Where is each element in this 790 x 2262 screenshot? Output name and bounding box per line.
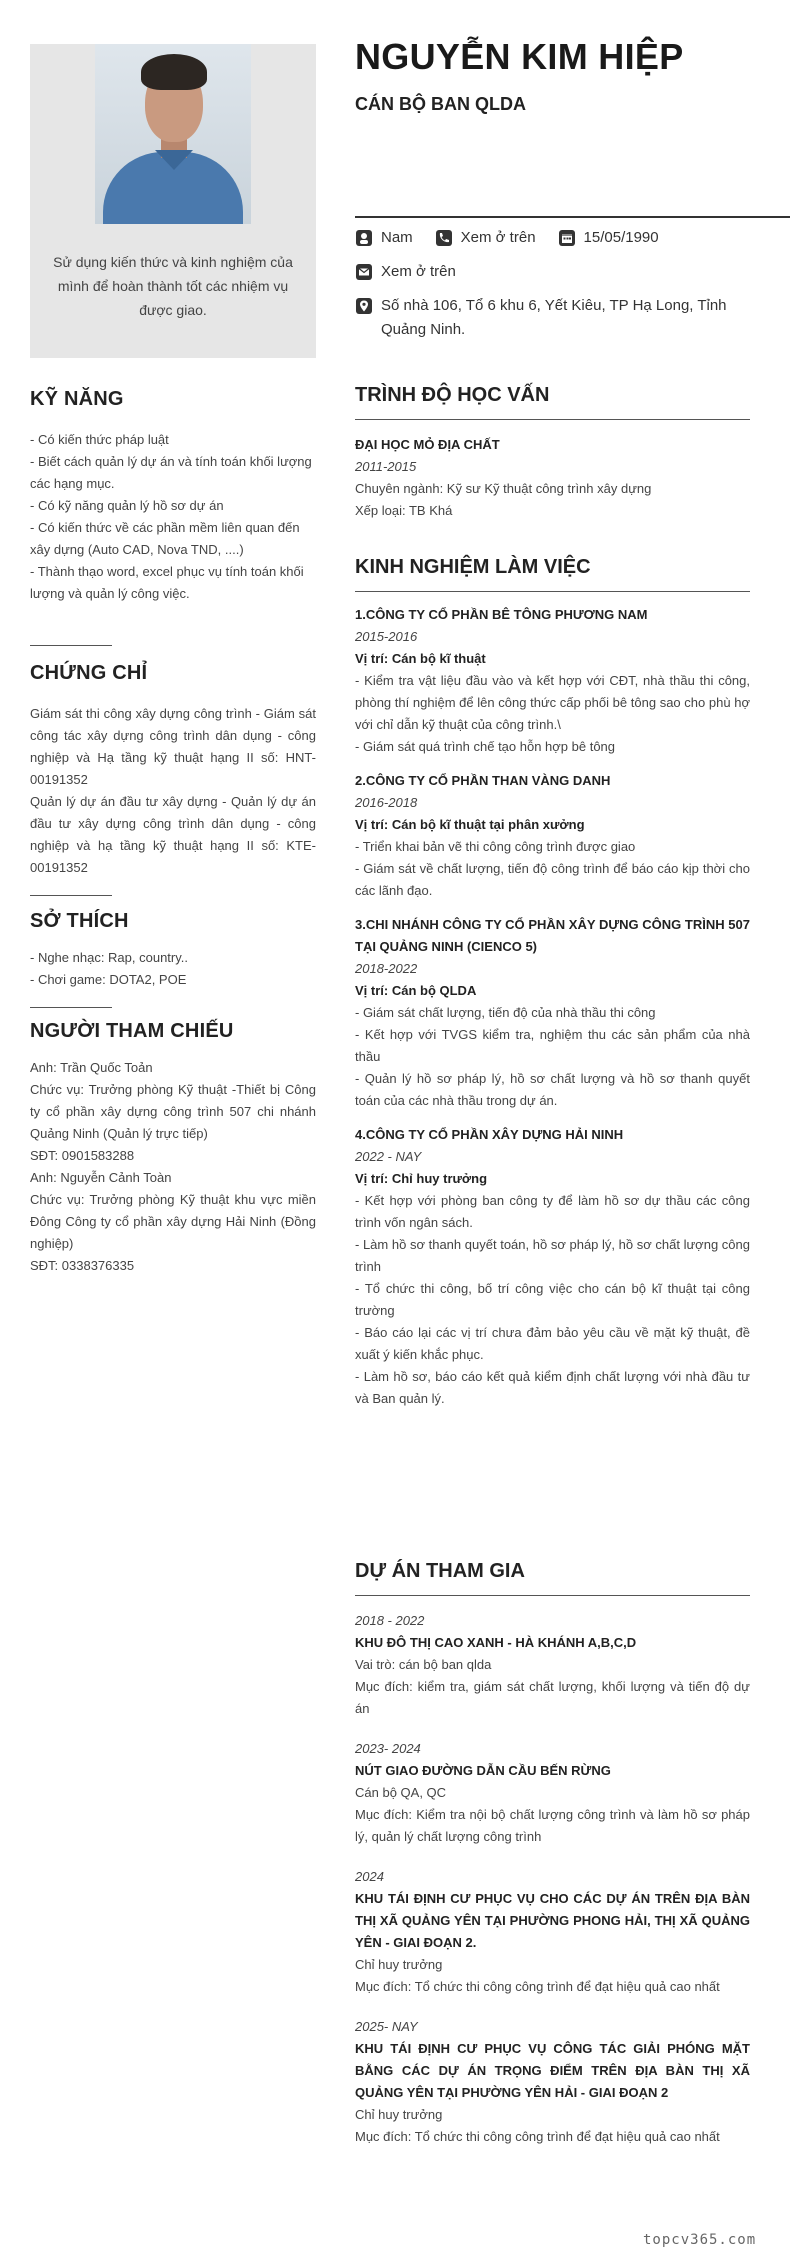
site-watermark: topcv365.com — [643, 2232, 757, 2248]
project-entry — [355, 1610, 750, 1720]
project-period: 2023- 2024 — [355, 1741, 421, 1756]
project-purpose: Mục đích: Tổ chức thi công công trình để đạt hiệu quả cao nhất — [355, 1979, 720, 1994]
project-role: Vai trò: cán bộ ban qlda — [355, 1657, 492, 1672]
contact-divider — [355, 216, 790, 218]
project-period: 2024 — [355, 1869, 384, 1884]
right-column — [355, 30, 790, 2144]
gender-value: Nam — [381, 229, 413, 246]
company-name: 2.CÔNG TY CỔ PHẦN THAN VÀNG DANH — [355, 773, 611, 788]
project-purpose: Mục đích: Tổ chức thi công công trình để đạt hiệu quả cao nhất — [355, 2129, 720, 2144]
divider — [30, 895, 112, 896]
job-position: Vị trí: Cán bộ QLDA — [355, 983, 477, 998]
divider — [30, 1007, 112, 1008]
skill-item: - Biết cách quản lý dự án và tính toán khối lượng các hạng mục. — [30, 454, 312, 491]
project-role: Cán bộ QA, QC — [355, 1785, 447, 1800]
job-entry — [355, 770, 750, 902]
company-name: 1.CÔNG TY CỔ PHẦN BÊ TÔNG PHƯƠNG NAM — [355, 607, 648, 622]
job-duty: - Giám sát về chất lượng, tiến độ công trình để báo cáo kịp thời cho các lãnh đạo. — [355, 861, 750, 898]
reference-line: Chức vụ: Trưởng phòng Kỹ thuật -Thiết bị Công ty cổ phần xây dựng công trình 507 chi nhánh Quảng Ninh (Quản lý trực tiếp) — [30, 1082, 316, 1141]
experience-section — [355, 556, 750, 1410]
skill-item: - Có kiến thức về các phần mềm liên quan đến xây dựng (Auto CAD, Nova TND, ....) — [30, 520, 300, 557]
skills-title: KỸ NĂNG — [30, 388, 124, 410]
hobby-item: - Nghe nhạc: Rap, country.. — [30, 950, 189, 965]
project-name: KHU TÁI ĐỊNH CƯ PHỤC VỤ CHO CÁC DỰ ÁN TRÊN ĐỊA BÀN THỊ XÃ QUẢNG YÊN TẠI PHƯỜNG PHONG HẢI, THỊ XÃ QUẢNG YÊN - GIAI ĐOẠN 2. — [355, 1891, 750, 1950]
job-duty: - Giám sát chất lượng, tiến độ của nhà thầu thi công — [355, 1005, 656, 1020]
phone-icon — [435, 229, 453, 247]
job-duty: - Kết hợp với TVGS kiểm tra, nghiệm thu các sản phẩm của nhà thầu — [355, 1027, 750, 1064]
job-duty: - Báo cáo lại các vị trí chưa đảm bảo yêu cầu về mặt kỹ thuật, đề xuất ý kiến khắc phục. — [355, 1325, 750, 1362]
certificate-item: Quản lý dự án đầu tư xây dựng - Quản lý dự án đầu tư xây dựng công trình dân dụng - công nghiệp và hạ tầng kỹ thuật hạng II số: KTE-00191352 — [30, 794, 316, 875]
skill-item: - Có kiến thức pháp luật — [30, 432, 169, 447]
project-name: KHU ĐÔ THỊ CAO XANH - HÀ KHÁNH A,B,C,D — [355, 1635, 637, 1650]
email-value: Xem ở trên — [381, 263, 456, 280]
references-title: NGƯỜI THAM CHIẾU — [30, 1020, 234, 1042]
job-duty: - Giám sát quá trình chế tạo hỗn hợp bê tông — [355, 739, 616, 754]
divider — [30, 645, 112, 646]
section-divider — [355, 591, 750, 592]
job-title: CÁN BỘ BAN QLDA — [355, 94, 526, 114]
skills-list — [30, 429, 316, 605]
candidate-name: NGUYỄN KIM HIỆP — [355, 36, 684, 77]
certificates-list — [30, 703, 316, 879]
project-entry — [355, 1738, 750, 1848]
certificate-item: Giám sát thi công xây dựng công trình - Giám sát công tác xây dựng công trình dân dụng - công nghiệp và Hạ tầng kỹ thuật hạng II số: HNT-00191352 — [30, 706, 316, 787]
project-purpose: Mục đích: Kiểm tra nội bộ chất lượng công trình và làm hồ sơ pháp lý, quản lý chất lượng công trình — [355, 1807, 750, 1844]
project-role: Chỉ huy trưởng — [355, 1957, 443, 1972]
job-period: 2015-2016 — [355, 629, 418, 644]
hobby-item: - Chơi game: DOTA2, POE — [30, 972, 187, 987]
certificates-title: CHỨNG CHỈ — [30, 662, 148, 684]
hobbies-title: SỞ THÍCH — [30, 910, 129, 932]
profile-box — [30, 44, 316, 358]
job-duty: - Kiểm tra vật liệu đầu vào và kết hợp với CĐT, nhà thầu thi công, phòng thí nghiệm để lên công thức cấp phối bê tông sao cho phù hợ với chỉ dẫn kỹ thuật của công trình.\ — [355, 673, 750, 732]
job-duty: - Quản lý hồ sơ pháp lý, hồ sơ chất lượng và hồ sơ thanh quyết toán của các nhà thầu trong dự án. — [355, 1071, 750, 1108]
reference-line: SĐT: 0338376335 — [30, 1258, 135, 1273]
education-major: Chuyên ngành: Kỹ sư Kỹ thuật công trình xây dựng — [355, 481, 652, 496]
contact-info — [355, 226, 750, 352]
section-divider — [355, 1595, 750, 1596]
hobbies-list — [30, 947, 316, 991]
reference-line: SĐT: 0901583288 — [30, 1148, 135, 1163]
skill-item: - Thành thạo word, excel phục vụ tính toán khối lượng và quản lý công việc. — [30, 564, 304, 601]
job-duty: - Làm hồ sơ thanh quyết toán, hồ sơ pháp lý, hồ sơ chất lượng công trình — [355, 1237, 750, 1274]
project-entry — [355, 1866, 750, 1998]
projects-section — [355, 1560, 750, 2148]
job-entry — [355, 914, 750, 1112]
job-period: 2016-2018 — [355, 795, 418, 810]
left-column — [30, 34, 316, 1277]
job-position: Vị trí: Cán bộ kĩ thuật — [355, 651, 486, 666]
job-position: Vị trí: Cán bộ kĩ thuật tại phân xưởng — [355, 817, 585, 832]
calendar-icon — [558, 229, 576, 247]
education-period: 2011-2015 — [355, 459, 417, 474]
project-entry — [355, 2016, 750, 2148]
job-duty: - Làm hồ sơ, báo cáo kết quả kiểm định chất lượng với nhà đầu tư và Ban quản lý. — [355, 1369, 750, 1406]
profile-photo — [95, 44, 251, 224]
birthday-value: 15/05/1990 — [583, 229, 659, 246]
experience-title: KINH NGHIỆM LÀM VIỆC — [355, 556, 591, 578]
references-list — [30, 1057, 316, 1277]
job-duty: - Kết hợp với phòng ban công ty để làm hồ sơ dự thầu các công trình vốn ngân sách. — [355, 1193, 750, 1230]
education-section — [355, 384, 750, 522]
job-period: 2018-2022 — [355, 961, 418, 976]
reference-line: Anh: Nguyễn Cảnh Toàn — [30, 1170, 172, 1185]
job-duty: - Triển khai bản vẽ thi công công trình được giao — [355, 839, 636, 854]
project-role: Chỉ huy trưởng — [355, 2107, 443, 2122]
company-name: 3.CHI NHÁNH CÔNG TY CỔ PHẦN XÂY DỰNG CÔNG TRÌNH 507 TẠI QUẢNG NINH (CIENCO 5) — [355, 917, 750, 954]
project-period: 2025- NAY — [355, 2019, 418, 2034]
reference-line: Anh: Trần Quốc Toản — [30, 1060, 153, 1075]
reference-line: Chức vụ: Trưởng phòng Kỹ thuật khu vực miền Đông Công ty cổ phần xây dựng Hải Ninh (Đồng nghiệp) — [30, 1192, 316, 1251]
skill-item: - Có kỹ năng quản lý hồ sơ dự án — [30, 498, 224, 513]
location-pin-icon — [355, 297, 373, 315]
education-grade: Xếp loại: TB Khá — [355, 503, 453, 518]
project-name: KHU TÁI ĐỊNH CƯ PHỤC VỤ CÔNG TÁC GIẢI PHÓNG MẶT BẰNG CÁC DỰ ÁN TRỌNG ĐIỂM TRÊN ĐỊA BÀN THỊ XÃ QUẢNG YÊN TẠI PHƯỜNG YÊN HẢI - GIAI ĐOẠN 2 — [355, 2041, 750, 2100]
job-entry — [355, 604, 750, 758]
profile-summary: Sử dụng kiến thức và kinh nghiệm của mình để hoàn thành tốt các nhiệm vụ được giao. — [53, 254, 293, 318]
envelope-icon — [355, 263, 373, 281]
job-entry — [355, 1124, 750, 1410]
project-name: NÚT GIAO ĐƯỜNG DẪN CẦU BẾN RỪNG — [355, 1763, 611, 1778]
school-name: ĐẠI HỌC MỎ ĐỊA CHẤT — [355, 437, 500, 452]
job-position: Vị trí: Chỉ huy trưởng — [355, 1171, 488, 1186]
project-period: 2018 - 2022 — [355, 1613, 425, 1628]
project-purpose: Mục đích: kiểm tra, giám sát chất lượng, khối lượng và tiến độ dự án — [355, 1679, 750, 1716]
job-duty: - Tổ chức thi công, bố trí công việc cho cán bộ kĩ thuật tại công trường — [355, 1281, 750, 1318]
company-name: 4.CÔNG TY CỔ PHẦN XÂY DỰNG HẢI NINH — [355, 1127, 624, 1142]
address-value: Số nhà 106, Tổ 6 khu 6, Yết Kiêu, TP Hạ Long, Tỉnh Quảng Ninh. — [381, 297, 727, 338]
phone-value: Xem ở trên — [460, 229, 536, 246]
section-divider — [355, 419, 750, 420]
education-title: TRÌNH ĐỘ HỌC VẤN — [355, 384, 550, 406]
job-period: 2022 - NAY — [355, 1149, 422, 1164]
projects-title: DỰ ÁN THAM GIA — [355, 1560, 525, 1582]
gender-icon — [355, 229, 373, 247]
